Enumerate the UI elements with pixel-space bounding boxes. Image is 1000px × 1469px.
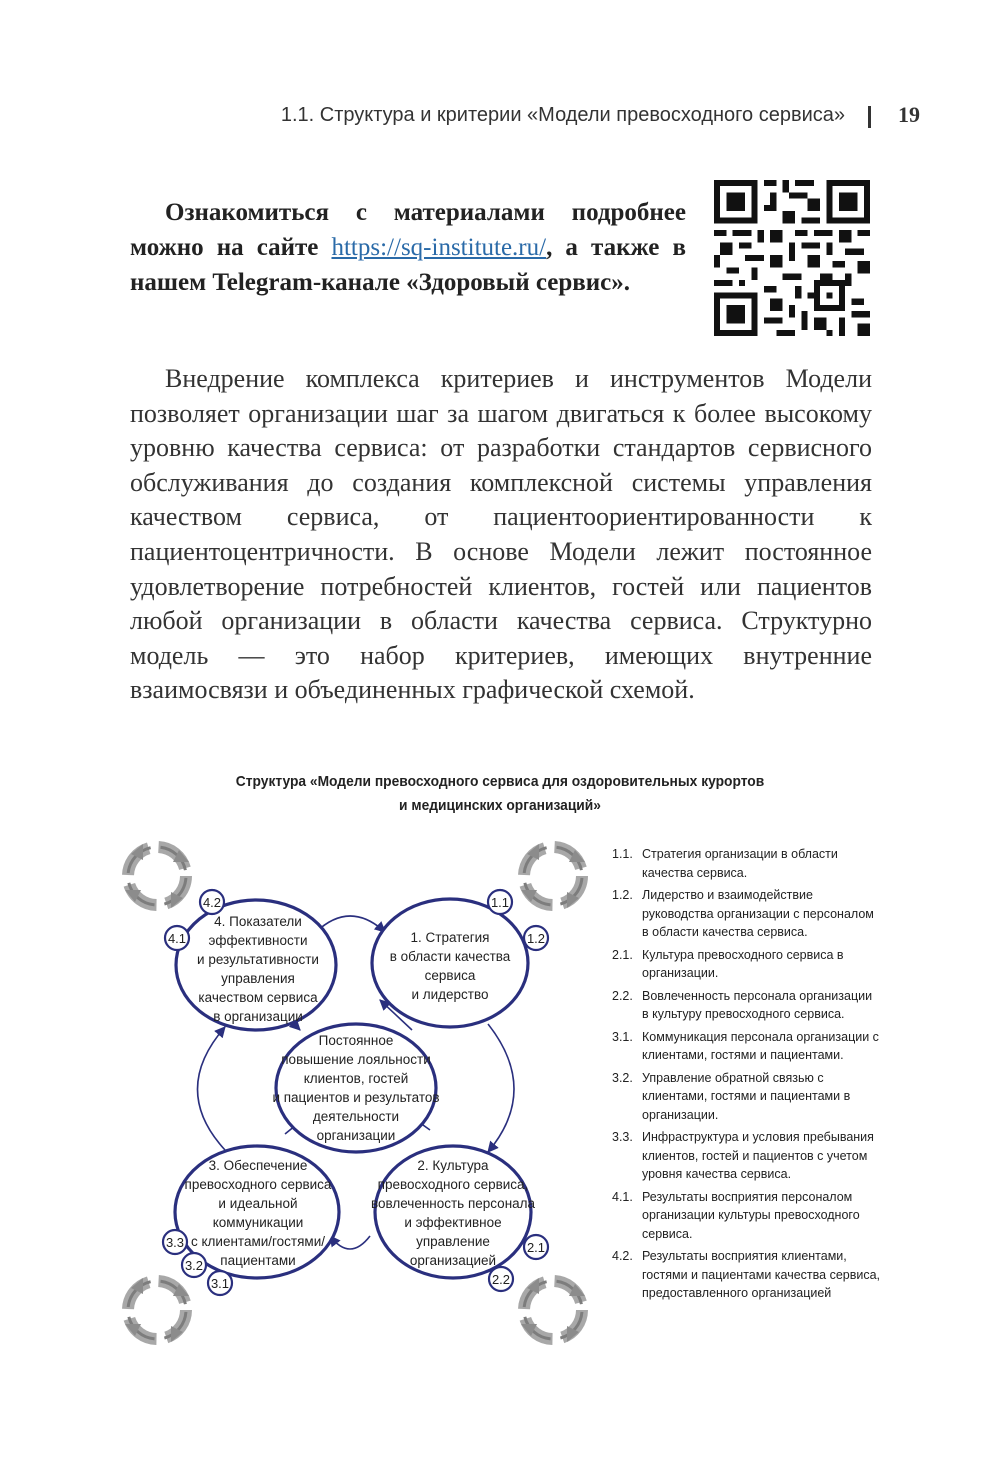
legend-number: 3.2. xyxy=(612,1070,633,1085)
center-line-3: клиентов, гостей xyxy=(303,1071,409,1086)
legend-text: Культура превосходного сервиса в организации. xyxy=(642,947,844,980)
criteria-legend xyxy=(612,845,882,1307)
legend-text: Результаты восприятия персоналом организации культуры превосходного сервиса. xyxy=(642,1189,860,1241)
legend-text: Вовлеченность персонала организации в культуру превосходного сервиса. xyxy=(642,988,873,1021)
cycle-arrows-icon xyxy=(125,844,189,908)
cycle-arrows-icon xyxy=(521,844,585,908)
node-3-line-1: 3. Обеспечение xyxy=(208,1158,308,1173)
website-link[interactable]: https://sq-institute.ru/ xyxy=(331,234,547,261)
node-1-line-4: и лидерство xyxy=(411,987,489,1002)
legend-number: 2.2. xyxy=(612,988,633,1003)
node-1-line-1: 1. Стратегия xyxy=(410,930,490,945)
tag-3-2: 3.2 xyxy=(184,1258,204,1273)
node-2-line-1: 2. Культура xyxy=(417,1158,489,1173)
node-1-line-3: сервиса xyxy=(424,968,476,983)
page-number: 19 xyxy=(898,102,920,127)
tag-1-1: 1.1 xyxy=(490,895,510,910)
center-line-5: деятельности xyxy=(312,1109,400,1124)
legend-text: Коммуникация персонала организации с клиентами, гостями и пациентами. xyxy=(642,1029,879,1062)
cycle-arrows-icon xyxy=(521,1278,585,1342)
legend-item xyxy=(612,987,882,1024)
tag-4-1: 4.1 xyxy=(167,931,187,946)
node-2-line-4: и эффективное xyxy=(404,1215,502,1230)
legend-item xyxy=(612,1188,882,1244)
tag-4-2: 4.2 xyxy=(202,895,222,910)
node-2-line-3: вовлеченность персонала xyxy=(370,1196,536,1211)
cycle-arrows-icon xyxy=(125,1278,189,1342)
node-4-line-2: эффективности xyxy=(208,933,308,948)
legend-item xyxy=(612,946,882,983)
intro-text-before: Ознакомиться с материалами подробнее можно на сайте xyxy=(130,199,686,261)
legend-item xyxy=(612,845,882,882)
tag-3-1: 3.1 xyxy=(210,1276,230,1291)
node-4-line-1: 4. Показатели xyxy=(214,914,302,929)
node-3-line-6: пациентами xyxy=(220,1253,296,1268)
legend-text: Управление обратной связью с клиентами, гостями и пациентами в организации. xyxy=(642,1070,851,1122)
legend-number: 2.1. xyxy=(612,947,633,962)
legend-text: Лидерство и взаимодействие руководства организации с персоналом в области качества сервиса. xyxy=(642,888,874,939)
running-title: 1.1. Структура и критерии «Модели превосходного сервиса» xyxy=(280,104,845,126)
node-3-line-3: и идеальной xyxy=(218,1196,298,1211)
legend-item xyxy=(612,886,882,942)
intro-text-after: , а также в нашем Telegram-канале «Здоровый сервис». xyxy=(130,234,686,296)
legend-item xyxy=(612,1028,882,1065)
node-3-line-2: превосходного сервиса xyxy=(184,1177,332,1192)
tag-3-3: 3.3 xyxy=(165,1235,185,1250)
legend-text: Инфраструктура и условия пребывания клиентов, гостей и пациентов с учетом уровня качества сервиса. xyxy=(642,1130,874,1181)
node-4-line-5: качеством сервиса xyxy=(198,990,318,1005)
legend-item xyxy=(612,1247,882,1303)
node-3-line-4: коммуникации xyxy=(212,1215,304,1230)
legend-item xyxy=(612,1069,882,1125)
figure-title-line-1: Структура «Модели превосходного сервиса для оздоровительных курортов xyxy=(235,773,765,790)
node-1-line-2: в области качества xyxy=(389,949,511,964)
legend-text: Стратегия организации в области качества сервиса. xyxy=(642,847,838,880)
figure-title-line-2: и медицинских организаций» xyxy=(399,797,601,814)
tag-2-2: 2.2 xyxy=(491,1272,511,1287)
legend-number: 4.2. xyxy=(612,1249,633,1263)
node-2-line-2: превосходного сервиса, xyxy=(377,1177,529,1192)
main-paragraph: Внедрение комплекса критериев и инструментов Модели позволяет организации шаг за шагом двигаться к более высокому уровню качества сервиса: от разработки стандартов сервисного обслуживания до создания комплексной системы управления качеством сервиса, от пациентоориентированности к пациентоцентричности. В основе Модели лежит постоянное удовлетворение потребностей клиентов, гостей или пациентов любой организации в области качества сервиса. Структурно модель — это набор критериев, имеющих внутренние взаимосвязи и объединенных графической схемой. xyxy=(130,364,872,705)
center-line-1: Постоянное xyxy=(318,1033,394,1048)
node-4-line-6: в организации xyxy=(213,1009,303,1024)
node-3-line-5: с клиентами/гостями/ xyxy=(190,1234,326,1249)
center-line-6: организации xyxy=(316,1128,396,1143)
legend-text: Результаты восприятия клиентами, гостями и пациентами качества сервиса, предоставленного организацией xyxy=(642,1249,881,1300)
node-2-line-5: управление xyxy=(416,1234,490,1249)
node-2-line-6: организацией xyxy=(409,1253,497,1268)
tag-2-1: 2.1 xyxy=(526,1240,546,1255)
legend-number: 3.1. xyxy=(612,1029,633,1044)
legend-number: 1.2. xyxy=(612,888,633,902)
center-line-4: и пациентов и результатов xyxy=(272,1090,440,1105)
node-4-line-4: управления xyxy=(221,971,295,986)
legend-number: 1.1. xyxy=(612,847,633,861)
center-line-2: повышение лояльности xyxy=(281,1052,431,1067)
legend-number: 3.3. xyxy=(612,1130,633,1144)
legend-number: 4.1. xyxy=(612,1189,633,1204)
node-4-line-3: и результативности xyxy=(197,952,319,967)
legend-item xyxy=(612,1128,882,1184)
tag-1-2: 1.2 xyxy=(526,931,546,946)
